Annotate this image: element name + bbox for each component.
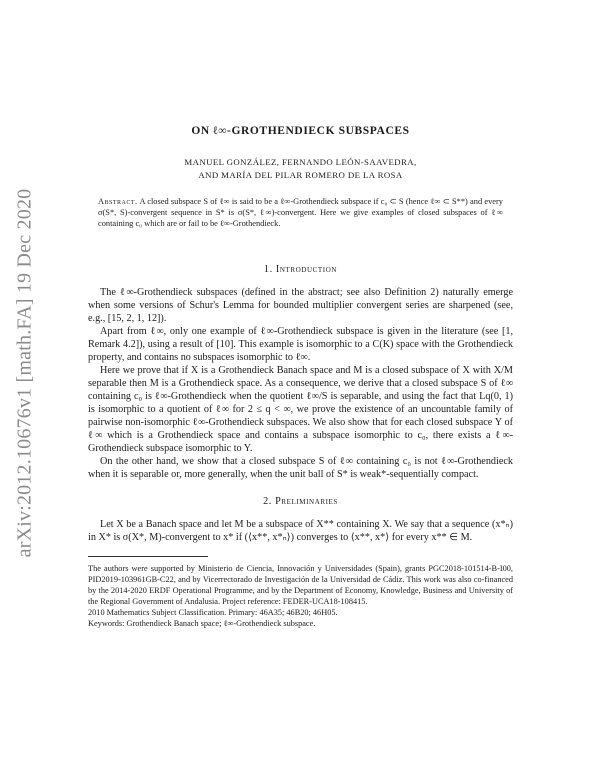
abstract-lead: Abstract. [98, 197, 138, 206]
footnotes [88, 563, 513, 629]
abstract [98, 196, 503, 229]
footnote-msc: 2010 Mathematics Subject Classification. Primary: 46A35; 46B20; 46H05. [88, 608, 338, 617]
paper-title: ON ℓ∞-GROTHENDIECK SUBSPACES [191, 125, 410, 137]
intro-paragraph-4: On the other hand, we show that a closed subspace S of ℓ∞ containing c₀ is not ℓ∞-Grothendieck when it is separable or, more generally, when the unit ball of S* is weak*-sequentially compact. [88, 456, 513, 480]
author-line-2: AND MARÍA DEL PILAR ROMERO DE LA ROSA [198, 170, 403, 180]
footnote-rule [88, 556, 208, 557]
intro-paragraph-2: Apart from ℓ∞, only one example of ℓ∞-Grothendieck subspace is given in the literature (see [1, Remark 4.2]), using a result of [10]. This example is isomorphic to a C(K) space with the Grothendieck property, and contains no subspaces isomorphic to ℓ∞. [88, 326, 513, 363]
section-heading-introduction: 1. Introduction [263, 264, 338, 275]
intro-paragraph-1: The ℓ∞-Grothendieck subspaces (defined in the abstract; see also Definition 2) naturally emerge when some versions of Schur's Lemma for bounded multiplier convergent series are sharpened (see, e.g., [15, 2, 1, 12]). [88, 287, 513, 324]
arxiv-sidebar [8, 168, 42, 578]
intro-paragraph-3: Here we prove that if X is a Grothendieck Banach space and M is a closed subspace of X with X/M separable then M is a Grothendieck space. As a consequence, we derive that a closed subspace S of ℓ∞ containing c₀ is ℓ∞-Grothendieck when the quotient ℓ∞/S is separable, and using the fact that Lq(0, 1) is isomorphic to a quotient of ℓ∞ for 2 ≤ q < ∞, we prove the existence of an uncountable family of pairwise non-isomorphic ℓ∞-Grothendieck subspaces. We also show that for each closed subspace Y of ℓ∞ which is a Grothendieck space and contains a subspace isomorphic to c₀, there exists a ℓ∞-Grothendieck subspace isomorphic to Y. [88, 365, 513, 454]
author-block [88, 156, 513, 182]
abstract-text: A closed subspace S of ℓ∞ is said to be a ℓ∞-Grothendieck subspace if c₀ ⊂ S (hence ℓ∞ ⊂ S**) and every σ(S*, S)-convergent sequence in S* is σ(S*, ℓ∞)-convergent. Here we give examples of closed subspaces of ℓ∞ containing c₀ which are or fail to be ℓ∞-Grothendieck. [98, 197, 503, 228]
section-heading-preliminaries: 2. Preliminaries [263, 496, 338, 507]
footnote-keywords: Keywords: Grothendieck Banach space; ℓ∞-Grothendieck subspace. [88, 619, 316, 628]
paper-content [88, 125, 513, 629]
author-line-1: MANUEL GONZÁLEZ, FERNANDO LEÓN-SAAVEDRA, [184, 157, 417, 167]
footnote-funding: The authors were supported by Ministerio de Ciencia, Innovación y Universidades (Spain), grants PGC2018-101514-B-I00, PID2019-103961GB-C22, and by Vicerrectorado de Investigación de la Universidad de Cádiz. This work was also co-financed by the 2014-2020 ERDF Operational Programme, and by the Department of Economy, Knowledge, Business and University of the Regional Government of Andalusia. Project reference: FEDER-UCA18-108415. [88, 564, 513, 606]
arxiv-identifier: arXiv:2012.10676v1 [math.FA] 19 Dec 2020 [13, 188, 36, 558]
preliminaries-paragraph-1: Let X be a Banach space and let M be a subspace of X** containing X. We say that a sequence (x*ₙ) in X* is σ(X*, M)-convergent to x* if (⟨x**, x*ₙ⟩) converges to ⟨x**, x*⟩ for every x** ∈ M. [88, 519, 513, 543]
